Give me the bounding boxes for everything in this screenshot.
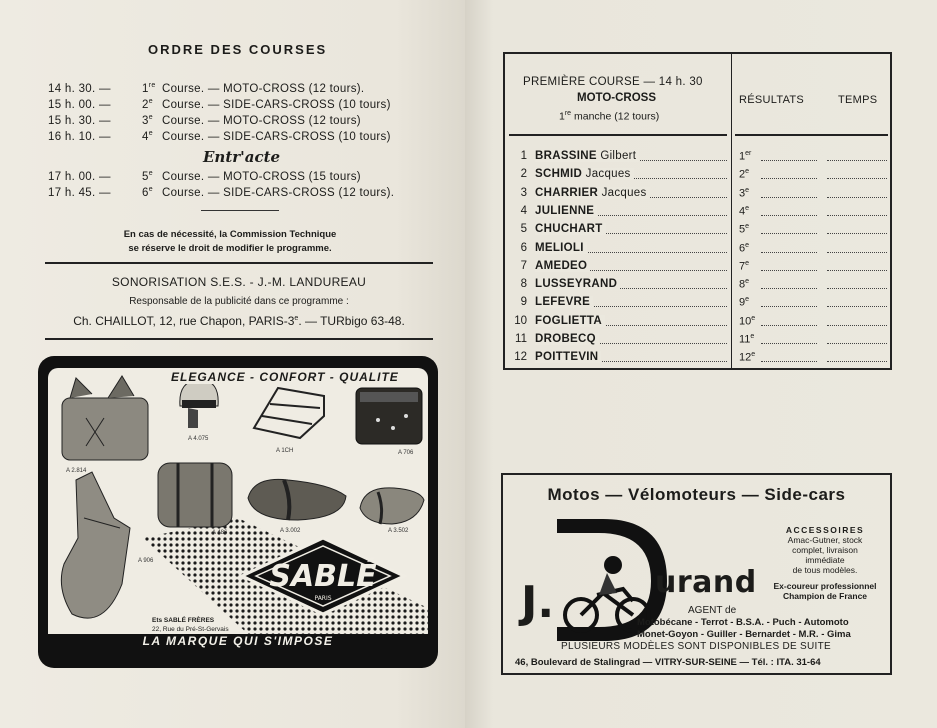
race-label: Course. — SIDE-CARS-CROSS (10 tours) [162, 130, 391, 143]
rider-name [535, 351, 601, 363]
durand-initial: J. [521, 577, 555, 628]
rider-row [509, 205, 889, 223]
rider-row [509, 260, 889, 278]
champion-text: Ex-coureur professionnel [773, 581, 877, 591]
rider-number: 8 [520, 278, 527, 291]
time-entry-line [827, 233, 887, 234]
rider-surname: JULIENNE [535, 204, 595, 217]
rider-row [509, 351, 889, 369]
time-entry-line [827, 306, 887, 307]
rider-row [509, 187, 889, 205]
race-number-digit: 3 [142, 114, 149, 127]
race-number [142, 170, 162, 183]
rider-surname: AMEDEO [535, 259, 588, 272]
order-title: ORDRE DES COURSES [148, 42, 328, 57]
rider-name [535, 205, 597, 217]
place-suffix: e [750, 333, 755, 340]
place-number: 8 [739, 278, 746, 291]
column-header-results: RÉSULTATS [739, 94, 805, 106]
rider-row [509, 168, 889, 186]
race-line-3 [48, 114, 408, 130]
column-header-time: TEMPS [838, 94, 878, 106]
result-place [739, 205, 749, 218]
result-place [739, 187, 749, 200]
rider-name [535, 223, 606, 235]
product-code: A 3.002 [280, 528, 301, 534]
divider [201, 210, 279, 211]
accessories-text: de tous modèles. [792, 565, 858, 575]
rider-row [509, 315, 889, 333]
race-number-digit: 5 [142, 170, 149, 183]
race-time: 17 h. 45. — [48, 186, 111, 199]
sable-maker-block [152, 616, 244, 634]
divider [735, 134, 888, 136]
result-entry-line [761, 160, 817, 161]
rider-surname: LEFEVRE [535, 296, 591, 309]
result-place [739, 278, 749, 291]
rider-row [509, 242, 889, 260]
sonorisation-subtitle: Responsable de la publicité dans ce programme : [129, 296, 349, 307]
product-code: A 3.502 [388, 528, 409, 534]
rider-number: 7 [520, 259, 527, 272]
product-code: A 4.075 [188, 436, 209, 442]
maker-address: 22, Rue du Pré-St-Gervais [152, 626, 229, 633]
race-number-suffix: e [148, 114, 153, 121]
time-entry-line [827, 215, 887, 216]
place-suffix: e [751, 351, 756, 359]
heat-suffix: re [564, 110, 572, 117]
heat-text: manche (12 tours) [571, 110, 660, 123]
sable-slogan: LA MARQUE QUI S'IMPOSE [142, 634, 334, 648]
place-suffix: e [745, 278, 750, 286]
race-time: 15 h. 30. — [48, 114, 111, 127]
race-time: 17 h. 00. — [48, 170, 111, 183]
divider [45, 338, 433, 340]
race-class: MOTO-CROSS [577, 92, 657, 104]
sable-advert [38, 356, 438, 668]
logo-subtext: PARIS [314, 595, 332, 602]
result-entry-line [761, 215, 817, 216]
place-number: 9 [739, 297, 746, 310]
rider-surname: FOGLIETTA [535, 314, 603, 327]
result-entry-line [761, 343, 817, 344]
brand-list: Motobécane - Terrot - B.S.A. - Puch - Automoto [637, 617, 849, 628]
rider-name [535, 150, 639, 162]
saddle-icon [360, 488, 424, 524]
rider-number: 10 [514, 314, 527, 327]
results-table [503, 52, 892, 370]
rider-name [535, 260, 590, 272]
result-place [739, 296, 749, 309]
rider-surname: BRASSINE [535, 150, 597, 162]
result-place [739, 351, 755, 364]
notice-line: En cas de nécessité, la Commission Technique [123, 229, 337, 240]
sable-logo [238, 534, 408, 618]
product-code: A 906 [138, 558, 154, 564]
result-place [739, 260, 749, 273]
race-line-6 [48, 186, 408, 202]
rider-name [535, 242, 587, 254]
rider-row [509, 296, 889, 314]
maker-name: Ets SABLÉ FRÈRES [152, 617, 215, 624]
race-heat [559, 110, 659, 123]
rider-name [535, 296, 593, 308]
place-suffix: e [745, 168, 750, 176]
place-number: 4 [739, 205, 746, 218]
durand-headline: Motos — Vélomoteurs — Side-cars [547, 485, 846, 504]
place-suffix: er [745, 150, 752, 157]
result-entry-line [761, 306, 817, 307]
result-entry-line [761, 270, 817, 271]
race-line-2 [48, 98, 408, 114]
rider-surname: MELIOLI [535, 241, 584, 254]
rider-number: 11 [515, 333, 527, 345]
accessories-text: complet, livraison [792, 545, 858, 555]
left-page [0, 0, 465, 728]
time-entry-line [827, 325, 887, 326]
place-suffix: e [745, 259, 750, 267]
rider-number: 1 [520, 150, 527, 162]
race-label: Course. — MOTO-CROSS (12 tours) [162, 114, 361, 127]
pannier-bag-icon [158, 463, 232, 527]
rider-row [509, 278, 889, 296]
race-number [142, 130, 162, 143]
rider-number: 12 [514, 351, 527, 364]
place-number: 11 [739, 333, 751, 346]
accessories-text: Amac-Gutner, stock [787, 535, 863, 545]
product-code: A 1CH [276, 448, 294, 454]
race-number-suffix: e [148, 98, 153, 105]
notice-line: se réserve le droit de modifier le programme. [128, 243, 332, 254]
race-time: 14 h. 30. — [48, 82, 111, 95]
address-text: . — TURbigo 63-48. [298, 314, 405, 328]
race-number [142, 114, 162, 127]
rider-surname: POITTEVIN [535, 351, 599, 364]
time-entry-line [827, 361, 887, 362]
rider-firstname: Jacques [585, 168, 631, 181]
rider-firstname: Jacques [601, 186, 647, 199]
race-number-suffix: e [148, 130, 153, 137]
rider-name [535, 168, 634, 180]
divider [509, 134, 727, 136]
race-number-digit: 1 [142, 82, 149, 95]
race-label: Course. — SIDE-CARS-CROSS (10 tours) [162, 98, 391, 111]
rider-surname: LUSSEYRAND [535, 278, 618, 291]
program-notice [50, 228, 410, 256]
race-line-5 [48, 170, 408, 186]
durand-address: 46, Boulevard de Stalingrad — VITRY-SUR-SEINE — Tél. : ITA. 31-64 [515, 657, 821, 668]
rider-number: 5 [520, 223, 527, 236]
rider-surname: DROBECQ [535, 333, 596, 345]
race-number [142, 98, 162, 111]
race-number-digit: 6 [142, 186, 149, 199]
accessories-text: immédiate [805, 555, 845, 565]
place-number: 10 [739, 315, 752, 328]
place-suffix: e [745, 296, 750, 304]
race-number-suffix: re [148, 82, 156, 89]
place-suffix: e [745, 241, 750, 249]
result-place [739, 315, 755, 328]
result-place [739, 242, 749, 255]
rider-number: 9 [520, 296, 527, 309]
product-code: A 2.814 [66, 468, 87, 474]
race-schedule [48, 82, 408, 202]
place-suffix: e [745, 186, 750, 194]
result-entry-line [761, 288, 817, 289]
race-label: Course. — MOTO-CROSS (12 tours). [162, 82, 365, 95]
tank-cover-icon [61, 472, 130, 618]
rider-firstname: Gilbert [600, 150, 637, 162]
result-entry-line [761, 361, 817, 362]
models-available: PLUSIEURS MODÈLES SONT DISPONIBLES DE SUITE [561, 641, 832, 652]
result-place [739, 223, 749, 236]
durand-advert [501, 473, 892, 675]
race-number [142, 186, 162, 199]
heat-number: 1 [559, 110, 565, 123]
place-number: 12 [739, 351, 752, 364]
rider-surname: SCHMID [535, 168, 583, 181]
agent-label: AGENT de [688, 605, 737, 616]
product-code: A 706 [398, 450, 414, 456]
race-heading: PREMIÈRE COURSE — 14 h. 30 [523, 76, 703, 88]
result-entry-line [761, 233, 817, 234]
place-number: 1 [739, 150, 746, 163]
sonorisation-address [45, 314, 433, 328]
address-text: Ch. CHAILLOT, 12, rue Chapon, PARIS-3 [73, 314, 295, 328]
rider-surname: CHUCHART [535, 223, 603, 236]
rider-surname: CHARRIER [535, 186, 599, 199]
time-entry-line [827, 160, 887, 161]
place-suffix: e [745, 204, 750, 212]
accessories-block [765, 525, 885, 601]
rider-number: 6 [520, 241, 527, 254]
race-time: 16 h. 10. — [48, 130, 111, 143]
place-number: 2 [739, 168, 746, 181]
rider-name [535, 333, 599, 345]
race-label: Course. — MOTO-CROSS (15 tours) [162, 170, 361, 183]
place-suffix: e [751, 314, 756, 322]
place-number: 3 [739, 187, 746, 200]
result-entry-line [761, 178, 817, 179]
address-suffix: e [294, 315, 299, 322]
rider-name [535, 187, 650, 199]
race-line-1 [48, 82, 408, 98]
result-place [739, 333, 754, 346]
result-place [739, 168, 749, 181]
race-number-digit: 2 [142, 98, 149, 111]
time-entry-line [827, 178, 887, 179]
time-entry-line [827, 343, 887, 344]
divider [45, 262, 433, 264]
saddlebag-icon [62, 376, 148, 460]
result-place [739, 150, 751, 163]
leather-case-icon [356, 388, 422, 444]
luggage-rack-icon [254, 388, 324, 438]
result-entry-line [761, 252, 817, 253]
rider-row [509, 333, 889, 351]
rider-row [509, 223, 889, 241]
time-entry-line [827, 288, 887, 289]
place-number: 6 [739, 242, 746, 255]
rider-name [535, 315, 605, 327]
seat-cover-icon [248, 479, 346, 520]
time-entry-line [827, 270, 887, 271]
place-suffix: e [745, 223, 750, 231]
rider-row [509, 150, 889, 168]
rider-number: 3 [520, 186, 527, 199]
logo-text: SABLÉ [269, 559, 377, 594]
interlude-heading: Entr'acte [203, 148, 281, 166]
rider-number: 4 [520, 204, 527, 217]
sable-tagline: ELEGANCE - CONFORT - QUALITE [168, 370, 402, 384]
result-entry-line [761, 197, 817, 198]
race-label: Course. — SIDE-CARS-CROSS (12 tours). [162, 186, 395, 199]
race-number-digit: 4 [142, 130, 149, 143]
product-code: A 486 [212, 530, 228, 536]
rider-name [535, 278, 620, 290]
place-number: 7 [739, 260, 746, 273]
brand-list: Monet-Goyon - Guiller - Bernardet - M.R. - Gima [637, 629, 851, 640]
durand-name: urand [655, 565, 757, 600]
race-number-suffix: e [148, 170, 153, 177]
time-entry-line [827, 197, 887, 198]
sonorisation-title: SONORISATION S.E.S. - J.-M. LANDUREAU [111, 275, 367, 289]
race-number-suffix: e [148, 186, 153, 193]
champion-text: Champion de France [782, 591, 868, 601]
race-number [142, 82, 162, 95]
helmet-icon [180, 380, 218, 428]
accessories-title: ACCESSOIRES [785, 525, 865, 535]
time-entry-line [827, 252, 887, 253]
result-entry-line [761, 325, 817, 326]
race-line-4 [48, 130, 408, 146]
race-time: 15 h. 00. — [48, 98, 111, 111]
rider-number: 2 [520, 168, 527, 181]
place-number: 5 [739, 223, 746, 236]
